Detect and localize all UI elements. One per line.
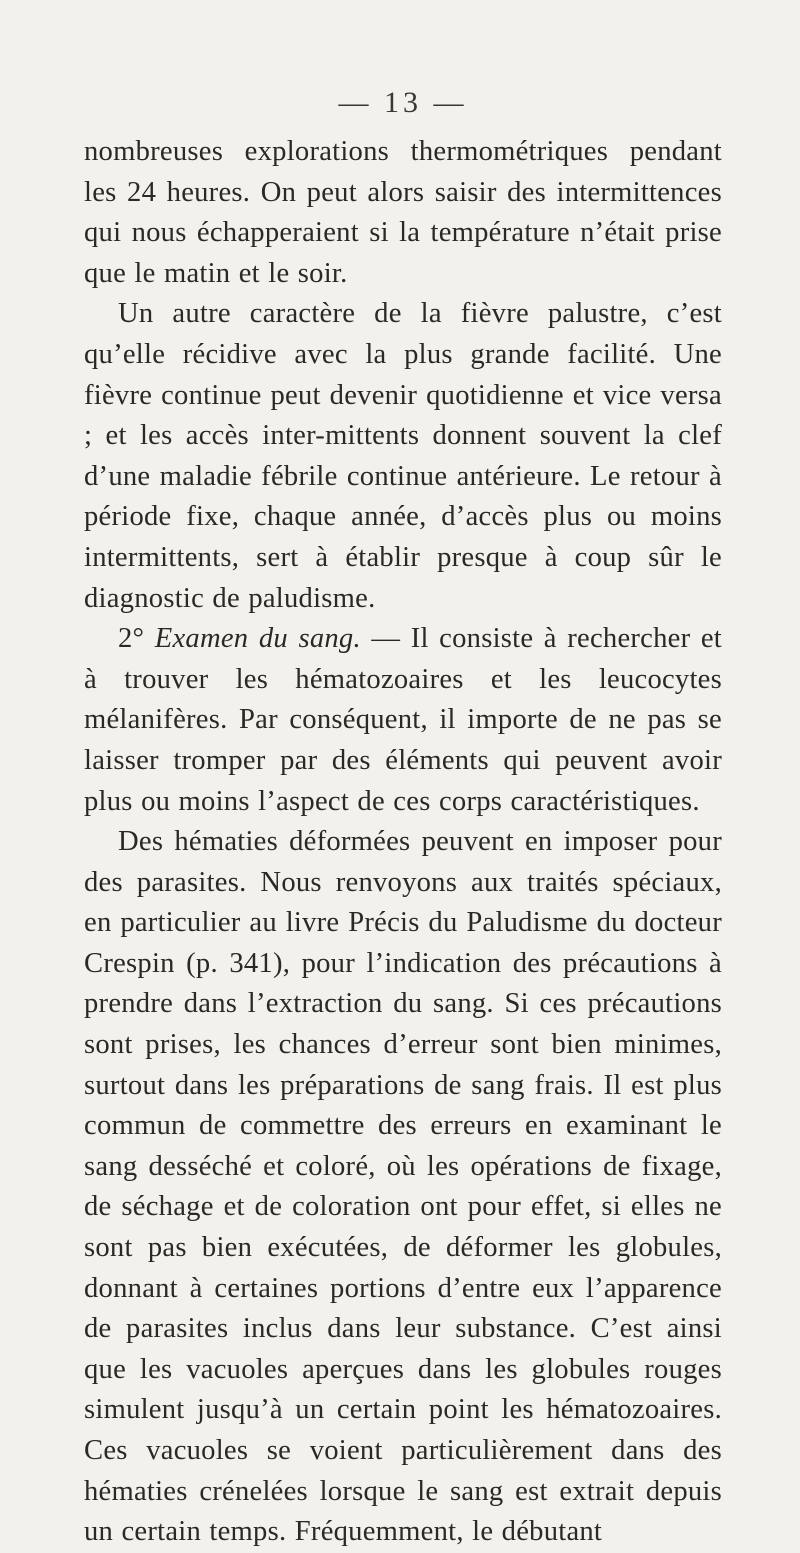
section-text: — Il consiste à rechercher et à trouver les hématozoaires et les leucocytes mélanifères. Par conséquent, il importe de ne pas se laisser tromper par des éléments qui peuvent avoir plus ou moins l’aspect de ces corps caractéristiques. [84,623,722,817]
paragraph-deformed-red-cells: Des hématies déformées peuvent en imposer pour des parasites. Nous renvoyons aux traités spéciaux, en particulier au livre Précis du Paludisme du docteur Crespin (p. 341), pour l’indication des précautions à prendre dans l’extraction du sang. Si ces précautions sont prises, les chances d’erreur sont bien minimes, surtout dans les préparations de sang frais. Il est plus commun de commettre des erreurs en examinant le sang desséché et coloré, où les opérations de fixage, de séchage et de coloration ont pour effet, si elles ne sont pas bien exécutées, de déformer les globules, donnant à certaines portions d’entre eux l’apparence de parasites inclus dans leur substance. C’est ainsi que les vacuoles aperçues dans les globules rouges simulent jusqu’à un certain point les hématozoaires. Ces vacuoles se voient particulièrement dans des hématies crénelées lorsque le sang est extrait depuis un certain temps. Fréquemment, le débutant [84,826,722,1548]
paragraph-blood-exam [84,619,722,822]
paragraph-continuation: nombreuses explorations thermométriques pendant les 24 heures. On peut alors saisir des intermittences qui nous échapperaient si la température n’était prise que le matin et le soir. [84,136,722,289]
body-text [84,132,722,1553]
section-number: 2° [118,623,145,655]
page-number: — 13 — [338,86,468,119]
section-heading: Examen du sang. [154,623,361,655]
paragraph-relapse: Un autre caractère de la fièvre palustre, c’est qu’elle récidive avec la plus grande facilité. Une fièvre continue peut devenir quotidienne et vice versa ; et les accès inter-mittents donnent souvent la clef d’une maladie fébrile continue antérieure. Le retour à période fixe, chaque année, d’accès plus ou moins intermittents, sert à établir presque à coup sûr le diagnostic de paludisme. [84,298,722,614]
